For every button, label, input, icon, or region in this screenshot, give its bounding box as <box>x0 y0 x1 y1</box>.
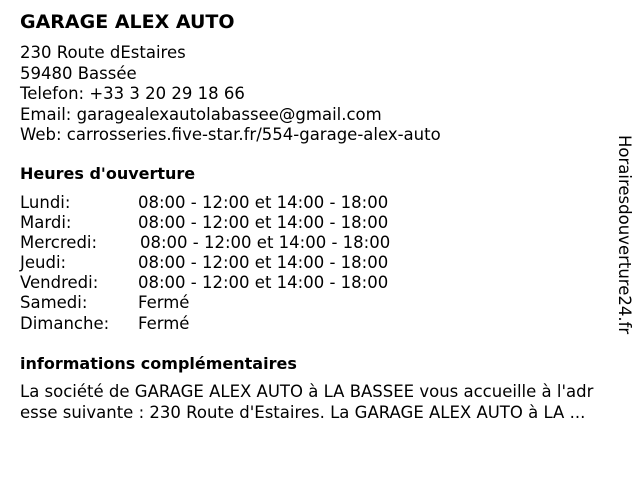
hours-time: 08:00 - 12:00 et 14:00 - 18:00 <box>140 233 391 253</box>
hours-row-mardi <box>20 213 440 233</box>
opening-hours-heading: Heures d'ouverture <box>20 164 196 183</box>
address-block <box>20 43 441 146</box>
street-address: 230 Route dEstaires <box>20 43 186 62</box>
business-name: GARAGE ALEX AUTO <box>20 11 235 33</box>
hours-day: Mardi: <box>20 213 72 233</box>
hours-row-vendredi <box>20 273 440 293</box>
hours-day: Vendredi: <box>20 273 99 293</box>
hours-time: 08:00 - 12:00 et 14:00 - 18:00 <box>138 213 389 233</box>
hours-day: Dimanche: <box>20 313 110 333</box>
side-brand-watermark <box>612 135 634 345</box>
hours-time: 08:00 - 12:00 et 14:00 - 18:00 <box>138 273 389 293</box>
web-line: Web: carrosseries.five-star.fr/554-garage-alex-auto <box>20 125 441 144</box>
hours-row-dimanche <box>20 314 440 334</box>
hours-day: Mercredi: <box>20 233 98 253</box>
hours-row-samedi <box>20 293 440 313</box>
info-line-1: La société de GARAGE ALEX AUTO à LA BASSEE vous accueille à l'adr <box>20 382 594 401</box>
hours-time: 08:00 - 12:00 et 14:00 - 18:00 <box>138 253 389 273</box>
hours-day: Jeudi: <box>20 253 67 273</box>
hours-row-mercredi <box>20 233 440 253</box>
side-brand-text: Horairesdouverture24.fr <box>615 135 634 335</box>
opening-hours-table <box>20 193 440 334</box>
hours-row-lundi <box>20 193 440 213</box>
phone-line: Telefon: +33 3 20 29 18 66 <box>20 84 245 103</box>
hours-time: 08:00 - 12:00 et 14:00 - 18:00 <box>138 193 389 212</box>
additional-info-heading: informations complémentaires <box>20 354 297 373</box>
city-postcode: 59480 Bassée <box>20 63 137 83</box>
email-line: Email: garagealexautolabassee@gmail.com <box>20 104 382 124</box>
hours-time: Fermé <box>138 293 190 313</box>
info-line-2: esse suivante : 230 Route d'Estaires. La GARAGE ALEX AUTO à LA ... <box>20 402 586 422</box>
hours-day: Samedi: <box>20 293 88 313</box>
additional-info-text <box>20 382 630 423</box>
hours-row-jeudi <box>20 253 440 273</box>
hours-time: Fermé <box>138 313 190 333</box>
hours-day: Lundi: <box>20 193 71 212</box>
